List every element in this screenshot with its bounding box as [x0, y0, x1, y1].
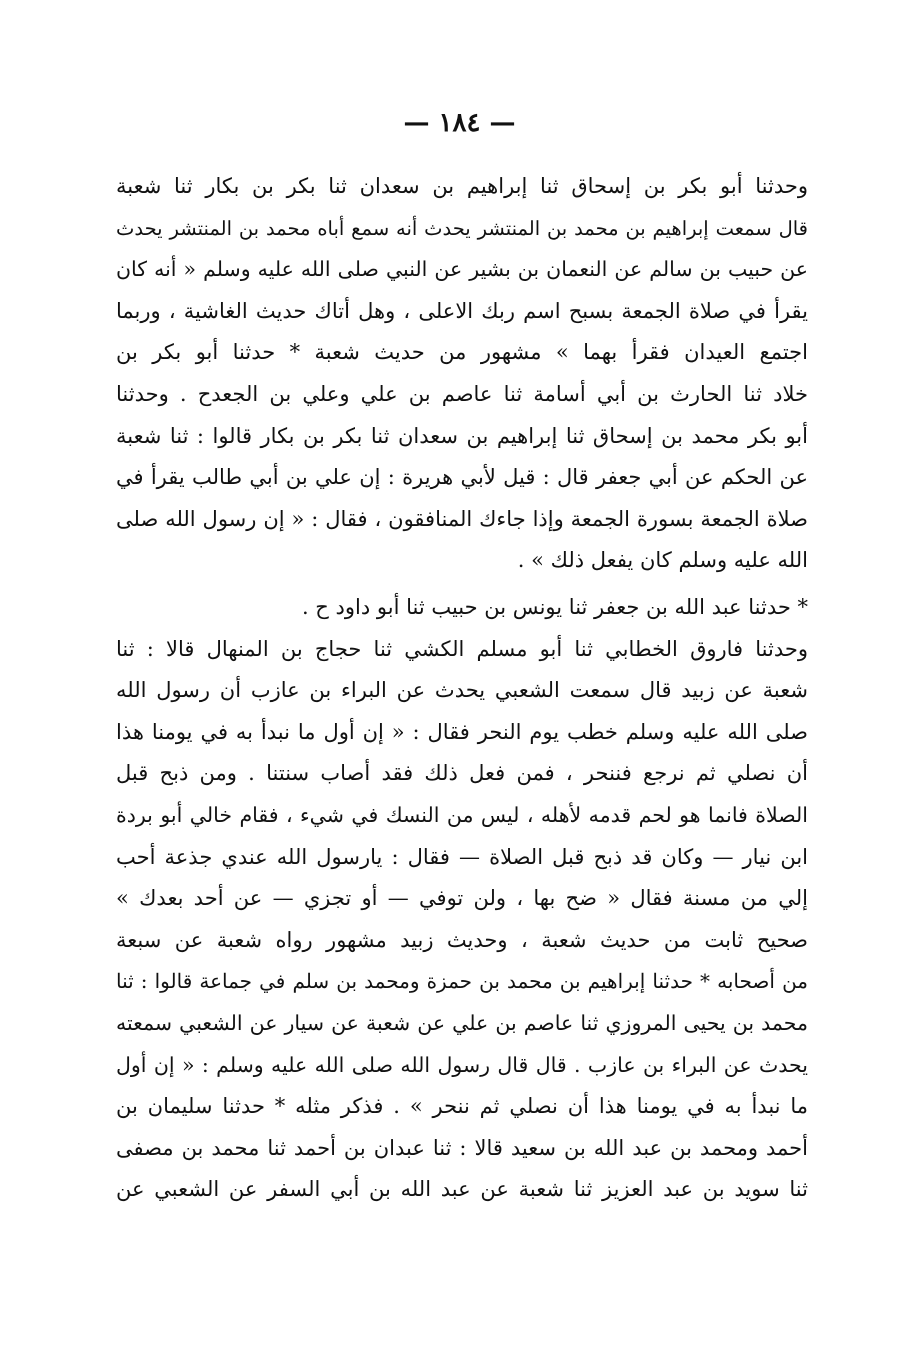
- text-line: الصلاة فانما هو لحم قدمه لأهله ، ليس من النسك في شيء ، فقام خالي أبو بردة: [116, 802, 808, 827]
- text-line: صلاة الجمعة بسورة الجمعة وإذا جاءك المنافقون ، فقال : « إن رسول الله صلى: [116, 506, 808, 531]
- text-line: عن حبيب بن سالم عن النعمان بن بشير عن النبي صلى الله عليه وسلم « أنه كان: [116, 257, 808, 282]
- text-line: الله عليه وسلم كان يفعل ذلك » .: [517, 548, 808, 573]
- text-line: يحدث عن البراء بن عازب . قال قال رسول الله صلى الله عليه وسلم : « إن أول: [116, 1052, 808, 1077]
- text-line: خلاد ثنا الحارث بن أبي أسامة ثنا عاصم بن علي وعلي بن الجعدح . وحدثنا: [116, 381, 808, 406]
- text-line: وحدثنا أبو بكر بن إسحاق ثنا إبراهيم بن سعدان ثنا بكر بن بكار ثنا شعبة: [116, 174, 808, 198]
- text-line: قال سمعت إبراهيم بن محمد بن المنتشر يحدث أنه سمع أباه محمد بن المنتشر يحدث: [116, 216, 808, 240]
- text-line: من أصحابه * حدثنا إبراهيم بن محمد بن حمزة ومحمد بن سلم في جماعة قالوا : ثنا: [116, 969, 808, 994]
- text-line: وحدثنا فاروق الخطابي ثنا أبو مسلم الكشي ثنا حجاج بن المنهال قالا : ثنا: [116, 636, 808, 661]
- text-line: يقرأ في صلاة الجمعة بسبح اسم ربك الاعلى ، وهل أتاك حديث الغاشية ، وربما: [116, 298, 808, 323]
- text-line: ثنا سويد بن عبد العزيز ثنا شعبة عن عبد الله بن أبي السفر عن الشعبي عن: [116, 1177, 808, 1202]
- text-line: أبو بكر محمد بن إسحاق ثنا إبراهيم بن سعدان ثنا بكر بن بكار قالوا : ثنا شعبة: [116, 423, 808, 448]
- text-line: محمد بن يحيى المروزي ثنا عاصم بن علي عن شعبة عن سيار عن الشعبي سمعته: [116, 1010, 808, 1035]
- page-number: — ١٨٤ —: [403, 108, 516, 138]
- text-line: صحيح ثابت من حديث شعبة ، وحديث زبيد مشهور رواه شعبة عن سبعة: [116, 927, 808, 952]
- paragraph-2: [116, 587, 808, 1211]
- text-line: عن الحكم عن أبي جعفر قال : قيل لأبي هريرة : إن علي بن أبي طالب يقرأ في: [116, 465, 808, 490]
- text-line: شعبة عن زبيد قال سمعت الشعبي يحدث عن البراء بن عازب أن رسول الله: [116, 678, 808, 703]
- text-line: أن نصلي ثم نرجع فننحر ، فمن فعل ذلك فقد أصاب سنتنا . ومن ذبح قبل: [116, 761, 808, 786]
- text-line: ما نبدأ به في يومنا هذا أن نصلي ثم ننحر » . فذكر مثله * حدثنا سليمان بن: [116, 1094, 808, 1119]
- text-line: إلي من مسنة فقال « ضح بها ، ولن توفي — أو تجزي — عن أحد بعدك »: [116, 886, 808, 911]
- text-line: صلى الله عليه وسلم خطب يوم النحر فقال : « إن أول ما نبدأ به في يومنا هذا: [116, 719, 808, 744]
- text-line: * حدثنا عبد الله بن جعفر ثنا يونس بن حبيب ثنا أبو داود ح .: [301, 595, 808, 619]
- text-line: ابن نيار — وكان قد ذبح قبل الصلاة — فقال : يارسول الله عندي جذعة أحب: [116, 844, 808, 869]
- text-line: اجتمع العيدان فقرأ بهما » مشهور من حديث شعبة * حدثنا أبو بكر بن: [116, 340, 808, 365]
- text-line: أحمد ومحمد بن عبد الله بن سعيد قالا : ثنا عبدان بن أحمد ثنا محمد بن مصفى: [116, 1135, 808, 1160]
- paragraph-1: [116, 166, 808, 582]
